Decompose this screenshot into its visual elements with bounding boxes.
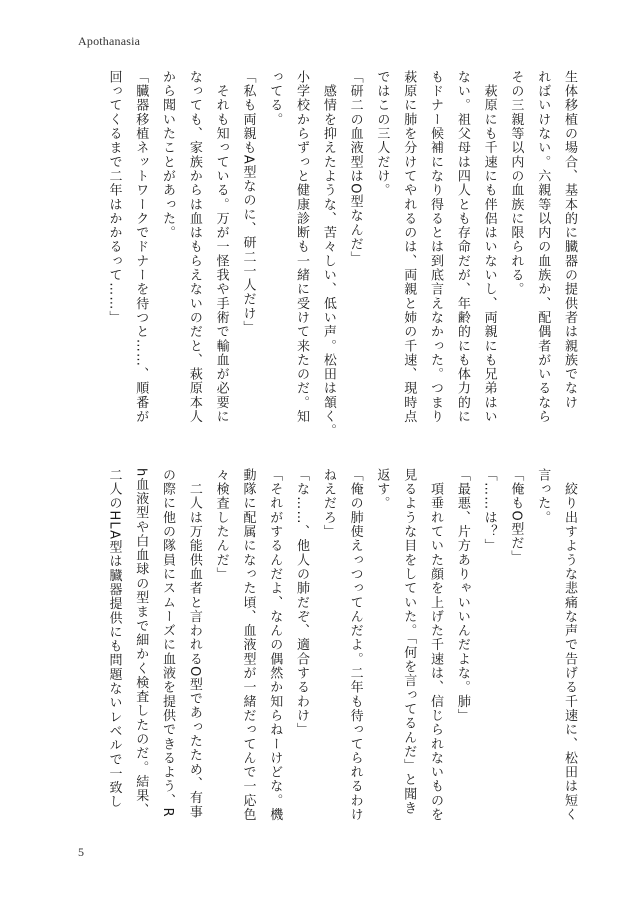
text-line: h血液型や白血球の型まで細かく検査したのだ。結果、 — [133, 468, 149, 817]
text-line: 生体移植の場合、基本的に臓器の提供者は親族でなけ — [562, 70, 577, 410]
text-line: 二人のHLA型は臓器提供にも問題ないレベルで一致し — [106, 468, 122, 809]
text-line: 「俺の肺使えっつってんだよ。二年も待ってられるわけ — [347, 468, 363, 822]
text-line: 「臓器移植ネットワークでドナーを待つと……、順番が — [133, 70, 149, 424]
text-line: 「最悪、片方ありゃいいんだよな。肺」 — [454, 468, 470, 723]
text-line: の際に他の隊員にスムーズに血液を提供できるよう、R — [160, 468, 176, 818]
text-line: ではこの三人だけ。 — [374, 70, 390, 198]
text-line: ねえだろ」 — [320, 468, 336, 539]
text-line: 「な……、他人の肺だぞ、適合するわけ」 — [294, 468, 310, 737]
text-line: なっても、家族からは血はもらえないのだと、萩原本人 — [186, 70, 202, 424]
text-line: ない。祖父母は四人とも存命だが、年齢的にも体力的に — [454, 70, 470, 424]
page-number: 5 — [78, 845, 84, 859]
text-line: 二人は万能供血者と言われるO型であったため、有事 — [186, 468, 202, 819]
text-line: 「それがするんだよ、なんの偶然か知らねーけどな。機 — [267, 468, 283, 822]
text-line: 「俺もO型だ」 — [508, 468, 524, 565]
text-line: から聞いたことがあった。 — [160, 70, 176, 240]
text-line: 項垂れていた顔を上げた千速は、信じられないものを — [428, 468, 444, 822]
text-line: その三親等以内の血族に限られる。 — [508, 70, 524, 297]
text-line: もドナー候補になり得るとは到底言えなかった。つまり — [428, 70, 444, 424]
text-line: それも知っている。万が一怪我や手術で輸血が必要に — [213, 70, 229, 424]
text-line: 絞り出すような悲痛な声で告げる千速に、松田は短く — [562, 468, 577, 822]
lower-text-block — [62, 468, 582, 838]
text-line: 「私も両親もA型なのに、研二一人だけ」 — [240, 70, 256, 335]
text-line: 小学校からずっと健康診断も一緒に受けて来たのだ。知 — [294, 70, 310, 424]
text-line: ってる。 — [267, 70, 283, 127]
text-line: 感情を抑えたような、苦々しい、低い声。松田は頷く。 — [320, 70, 336, 438]
text-line: 「研二の血液型はO型なんだ」 — [347, 70, 363, 266]
text-line: 見るような目をしていた。「何を言ってるんだ」と聞き — [401, 468, 417, 816]
text-line: 「……は？」 — [481, 468, 497, 553]
text-line: 返す。 — [374, 468, 390, 511]
text-line: 萩原に肺を分けてやれるのは、両親と姉の千速、現時点 — [401, 70, 417, 424]
text-line: 々検査したんだ」 — [213, 468, 229, 582]
running-header-title: Apothanasia — [78, 34, 141, 48]
text-line: 動隊に配属になった頃、血液型が一緒だってんで一応色 — [240, 468, 256, 822]
text-line: 言った。 — [535, 468, 551, 525]
text-line: 萩原にも千速にも伴侶はいないし、両親にも兄弟はい — [481, 70, 497, 424]
text-line: ればいけない。六親等以内の血族か、配偶者がいるなら — [535, 70, 551, 424]
text-line: 回ってくるまで二年はかかるって……」 — [106, 70, 122, 325]
upper-text-block — [62, 70, 582, 440]
